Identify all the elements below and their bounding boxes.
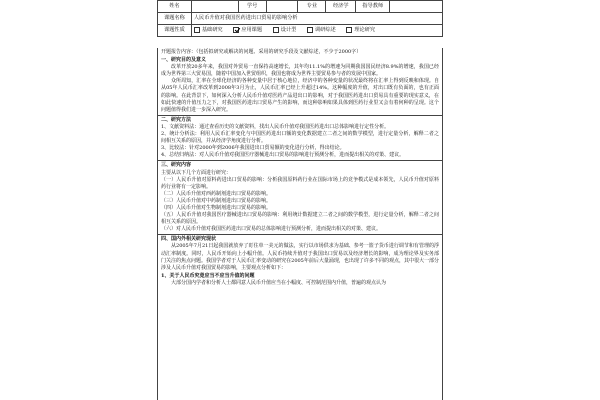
info-table (157, 0, 443, 37)
content-item: （五）人民币升值对我国医疗器械进出口贸易的影响：利用统计数据建立二者之间的数学模型，进行定量分析，解释二者之间相互关系的原因。 (161, 212, 439, 226)
checkbox-checked-icon[interactable] (233, 27, 239, 33)
content-item: （一）人民币升值对原料药进出口贸易的影响：分析我国原料药行业在国际市场上的竞争模式是成本领先，人民币升值对原料药行业将有一定影响。 (161, 176, 439, 190)
method-item: 2、统计分析法：利用人民币汇率变化与中国医药进出口额的变化数据建立二者之间的数学模型，进行定量分析，解释二者之间相互关系的原因，并从经济学角度进行分析。 (161, 131, 439, 145)
title-label: 课题名称 (158, 13, 192, 25)
nature-label: 课题性质 (158, 25, 192, 37)
major-value: 经济学 (326, 1, 356, 13)
section-1-paragraph-1: 改革开放20多年来，我国对外贸易一直保持高速增长，其年均11.1%的增速为同期我国国民经济8.9%的增速，我国已经成为世界第三大贸易国，随着中国加入世贸组织，我国也将成为世界主要贸易参与者的发展中国家。 (161, 64, 439, 78)
report-content (157, 48, 443, 400)
student-id-label: 学号 (238, 1, 266, 13)
option-basic-research[interactable]: 基础研究 (194, 27, 223, 33)
content-item: （三）人民币升值对中药制剂进出口贸易的影响。 (161, 197, 272, 204)
major-label: 专业 (298, 1, 326, 13)
option-theory-research[interactable]: 理论研究 (346, 27, 375, 33)
section-4-subtitle: 1、关于人民币究竟应当不应当升值的问题 (161, 272, 255, 279)
section-4-paragraph-2: 大部分国内学者和分析人士都同意人民币升值应当在小幅度、可控制范围内升值，普遍的观点认为 (171, 279, 387, 286)
divider (158, 115, 442, 116)
student-id-value[interactable] (266, 1, 298, 13)
title-value: 人民币升值对我国医药进出口贸易的影响分析 (191, 13, 442, 25)
checkbox-icon[interactable] (307, 27, 313, 33)
option-survey-review[interactable]: 调研综述 (307, 27, 336, 33)
section-4-title: 四、国内外相关研究现状 (161, 236, 217, 243)
checkbox-icon[interactable] (194, 27, 200, 33)
report-page (157, 0, 443, 400)
nature-options (191, 25, 442, 37)
advisor-value[interactable] (390, 1, 443, 13)
name-label: 姓名 (158, 1, 192, 13)
content-item: （六）对人民币升值对我国医药进出口贸易的总体影响进行预测分析，进而提出相关的对策、建议。 (161, 226, 382, 233)
section-1-paragraph-2: 众所周知，汇率在全球化经济的各种变量中居于核心地位，经济中的各种变量的状况最终将在汇率上得到反映和体现。自从05年人民币汇率改革到2008年3月为止，人民币汇率已经上升超过14%。这种幅度的升值，对出口既有负面的，也有正面的影响。在此背景下，如何深入分析人民币升值对医药产品进出口的影响，对于我国医药进出口贸易具有重要的现实意义，在如此快速的升值压力之下，对我国医药进出口贸易产生的影响，而这种影响如果具体到医药行业里又会有着何种的呈现。这个问题值得我们进一步深入研究。 (161, 78, 439, 113)
name-value[interactable] (191, 1, 238, 13)
method-item: 3、比较法：针对2000年到2006年我国进出口贸易额的变化进行分析，得出结论。 (161, 145, 345, 152)
method-item: 4、总结归纳法：对人民币升值对我国医疗器械进出口贸易的影响进行预测分析，进而提出相关的对策、建议。 (161, 152, 405, 159)
checkbox-icon[interactable] (273, 27, 279, 33)
section-2-title: 二、研究方法 (161, 116, 192, 123)
section-3-title: 三、研究内容 (161, 162, 192, 169)
section-3-intro: 主要从以下几个方面进行研究： (161, 169, 232, 176)
section-1-title: 一、研究目的及意义 (161, 57, 207, 64)
content-item: （二）人民币升值对西药制剂进出口贸易的影响。 (161, 190, 272, 197)
method-item: 1、文献资料法：通过查看历史的文献资料，找出人民币升值对我国医药进出口总体影响进行定性分析。 (161, 123, 390, 130)
option-design[interactable]: 设计型 (273, 27, 297, 33)
content-header-note: 开题报告内容：（包括拟研究或解决的问题、采用的研究手段及文献综述，不少于2000字） (161, 49, 362, 55)
checkbox-icon[interactable] (346, 27, 352, 33)
advisor-label: 指导教师 (356, 1, 390, 13)
content-item: （四）人民币升值对生物制剂进出口贸易的影响。 (161, 204, 272, 211)
option-applied-topic[interactable]: 应用课题 (233, 27, 262, 33)
section-4-paragraph-1: 从2005年7月21日起我国就放弃了盯住单一美元的做法，实行以市场供求为基础、参考一篮子货币进行调节和有管理的浮动汇率制度。同时，人民币开始向上小幅升值。人民币持续升值对于我国出口贸易以及经济增长的影响，成为理论界及实务部门关注的焦点问题。我国学者对于人民币汇率变动的研究在2005年前后大量涌现，也出现了许多不同的观点，其中很大一部分涉及人民币升值对我国贸易的影响，主要观点分析如下： (161, 243, 439, 271)
divider (158, 160, 442, 161)
